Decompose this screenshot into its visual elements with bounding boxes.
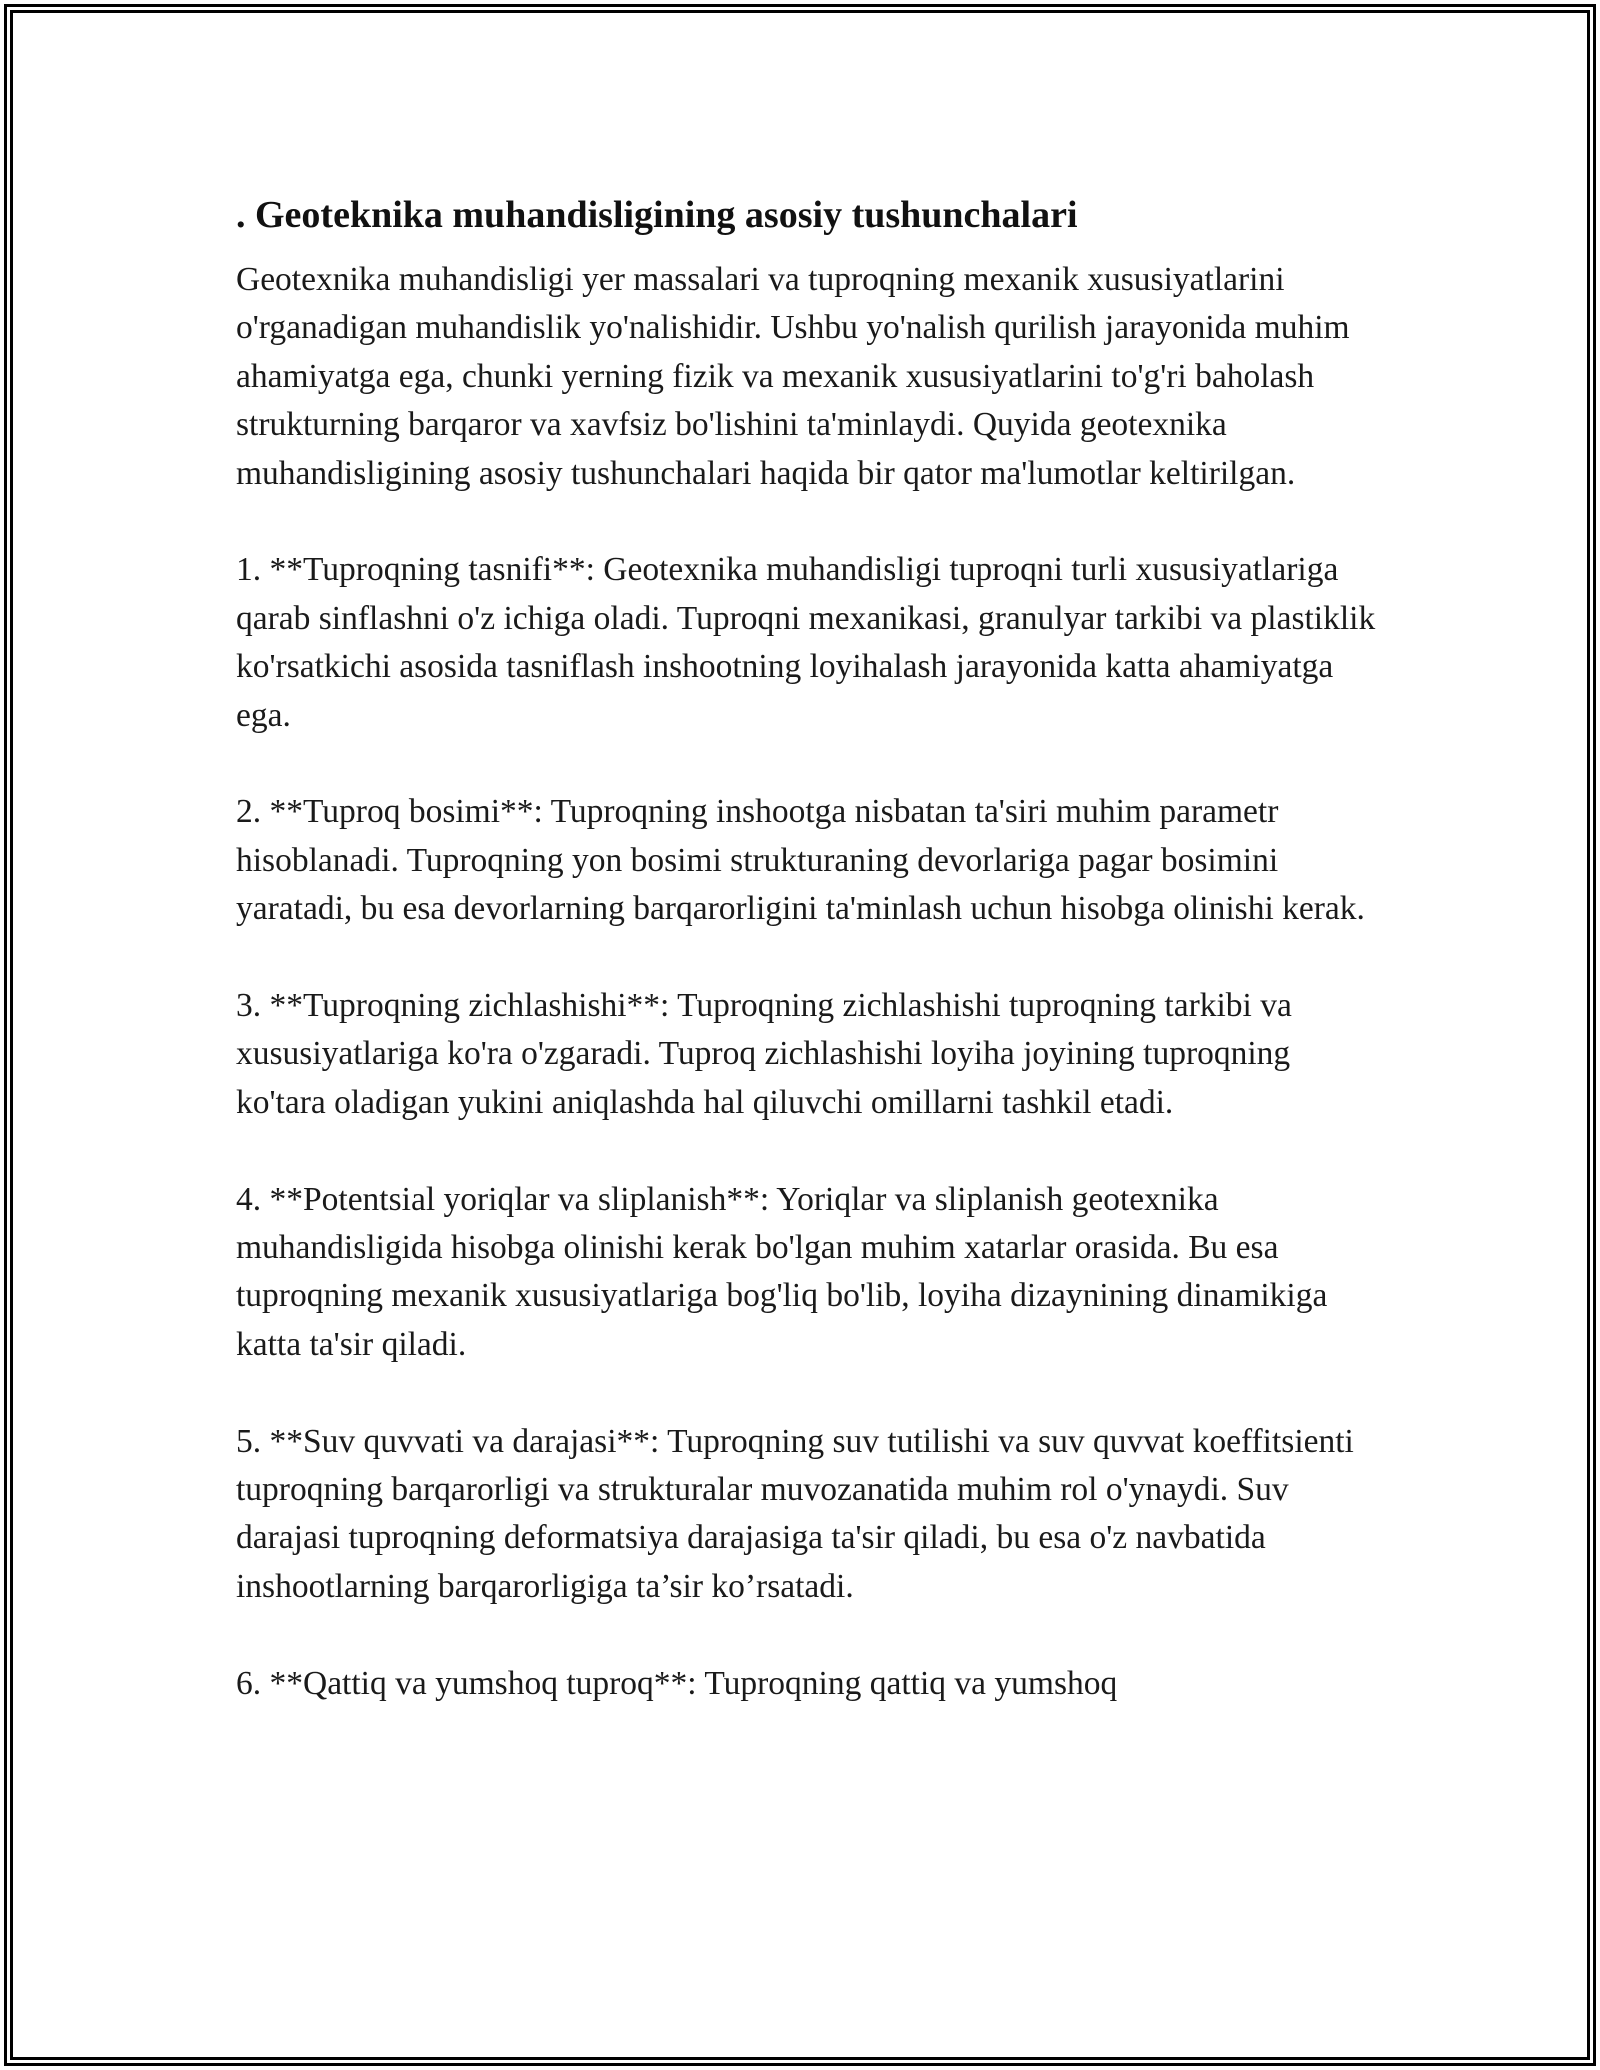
list-item-hard-soft-soil: 6. **Qattiq va yumshoq tuproq**: Tuproqning qattiq va yumshoq — [236, 1664, 1118, 1702]
list-item-water-capacity: 5. **Suv quvvati va darajasi**: Tuproqning suv tutilishi va suv quvvat koeffitsienti tuproqning barqarorligi va strukturalar muvozanatida muhim rol o'ynaydi. Suv darajasi tuproqning deformatsiya darajasiga ta'sir qiladi, bu esa o'z navbatida inshootlarning barqarorligiga ta’sir ko’rsatadi. — [236, 1422, 1354, 1605]
list-item-soil-classification: 1. **Tuproqning tasnifi**: Geotexnika muhandisligi tuproqni turli xususiyatlariga qarab sinflashni o'z ichiga oladi. Tuproqni mexanikasi, granulyar tarkibi va plastiklik ko'rsatkichi asosida tasniflash inshootning loyihalash jarayonida katta ahamiyatga ega. — [236, 551, 1376, 734]
document-body — [236, 188, 1376, 1708]
list-item-cracks-and-slips: 4. **Potentsial yoriqlar va sliplanish**: Yoriqlar va sliplanish geotexnika muhandisligida hisobga olinishi kerak bo'lgan muhim xatarlar orasida. Bu esa tuproqning mexanik xususiyatlariga bog'liq bo'lib, loyiha dizaynining dinamikiga katta ta'sir qiladi. — [236, 1180, 1328, 1363]
list-item-soil-compaction: 3. **Tuproqning zichlashishi**: Tuproqning zichlashishi tuproqning tarkibi va xususiyatlariga ko'ra o'zgaradi. Tuproq zichlashishi loyiha joyining tuproqning ko'tara oladigan yukini aniqlashda hal qiluvchi omillarni tashkil etadi. — [236, 987, 1292, 1121]
list-item-soil-pressure: 2. **Tuproq bosimi**: Tuproqning inshootga nisbatan ta'siri muhim parametr hisoblanadi. Tuproqning yon bosimi strukturaning devorlariga pagar bosimini yaratadi, bu esa devorlarning barqarorligini ta'minlash uchun hisobga olinishi kerak. — [236, 793, 1365, 928]
intro-paragraph: Geotexnika muhandisligi yer massalari va tuproqning mexanik xususiyatlarini o'rganadigan muhandislik yo'nalishidir. Ushbu yo'nalish qurilish jarayonida muhim ahamiyatga ega, chunki yerning fizik va mexanik xususiyatlarini to'g'ri baholash strukturning barqaror va xavfsiz bo'lishini ta'minlaydi. Quyida geotexnika muhandisligining asosiy tushunchalari haqida bir qator ma'lumotlar keltirilgan. — [236, 261, 1350, 492]
document-heading: . Geoteknika muhandisligining asosiy tushunchalari — [236, 194, 1078, 236]
